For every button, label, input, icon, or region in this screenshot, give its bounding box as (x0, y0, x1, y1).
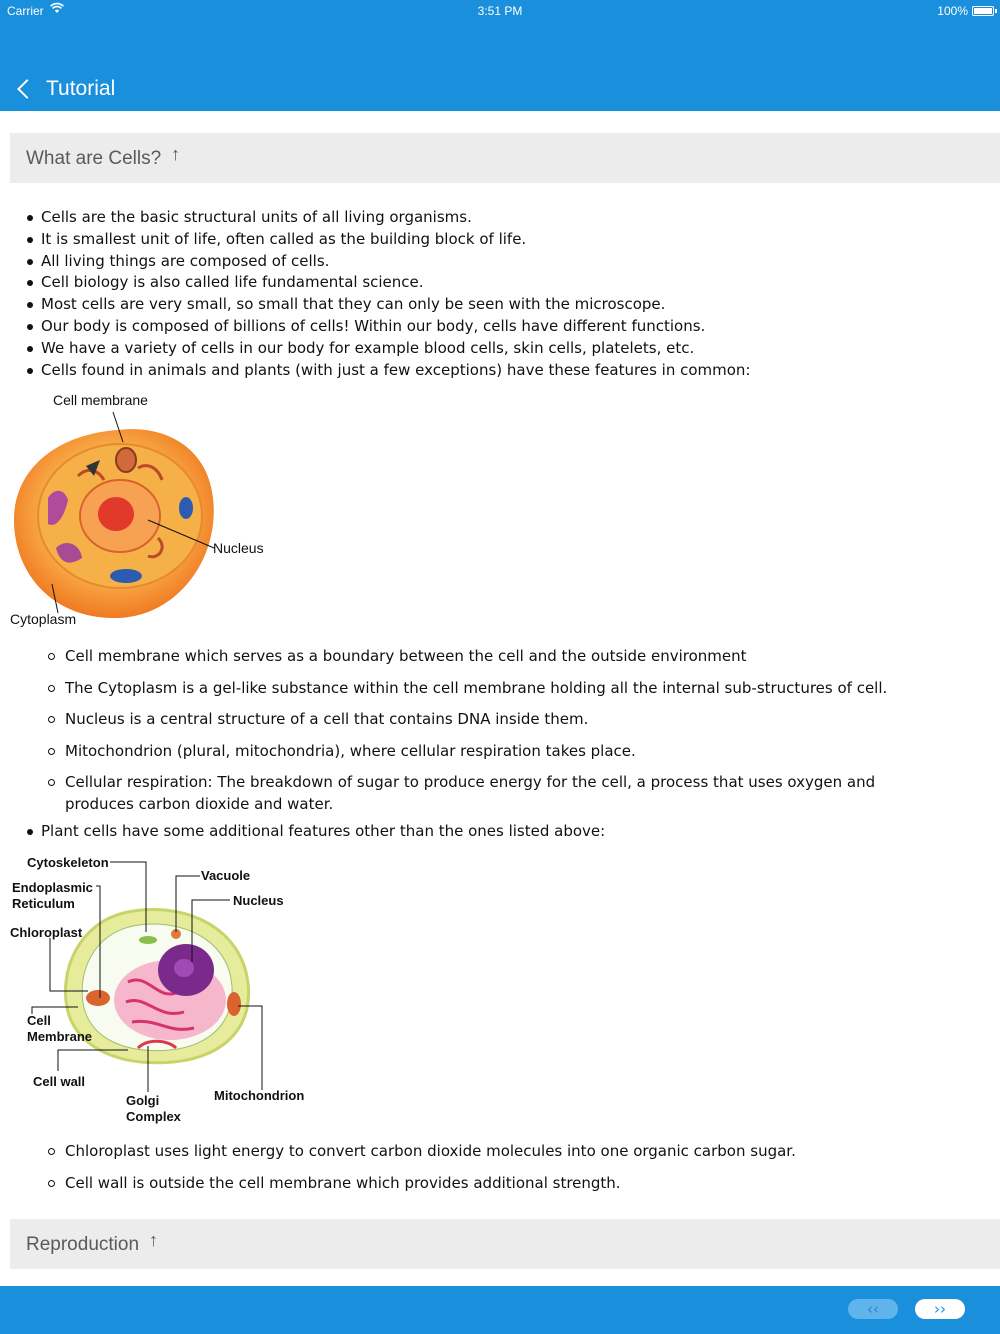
list-item: Cell membrane which serves as a boundary between the cell and the outside environment (48, 646, 948, 668)
chevron-left-icon (17, 79, 37, 99)
intro-bullet-list (24, 207, 984, 381)
list-item: Mitochondrion (plural, mitochondria), where cellular respiration takes place. (48, 741, 948, 763)
label-cytoskeleton: Cytoskeleton (27, 855, 109, 870)
list-item: Cell biology is also called life fundamental science. (24, 272, 984, 294)
bottom-toolbar (0, 1286, 1000, 1334)
battery-icon (972, 6, 994, 16)
list-item: All living things are composed of cells. (24, 251, 984, 273)
list-item: It is smallest unit of life, often called as the building block of life. (24, 229, 984, 251)
list-item: We have a variety of cells in our body for example blood cells, skin cells, platelets, etc. (24, 338, 984, 360)
section-header-reproduction[interactable] (10, 1219, 1000, 1269)
plant-cell-diagram (8, 852, 318, 1127)
list-item: Cellular respiration: The breakdown of sugar to produce energy for the cell, a process that uses oxygen and produces carbon dioxide and water. (48, 772, 948, 815)
back-button[interactable] (14, 74, 115, 104)
list-item: Nucleus is a central structure of a cell that contains DNA inside them. (48, 709, 948, 731)
list-item: Cells are the basic structural units of all living organisms. (24, 207, 984, 229)
label-golgi-line1: Golgi (126, 1093, 160, 1108)
arrow-up-icon: ↑ (171, 144, 181, 164)
label-chloroplast: Chloroplast (10, 925, 83, 940)
battery-percent: 100% (937, 4, 968, 18)
list-item: Plant cells have some additional features other than the ones listed above: (24, 821, 605, 843)
label-cytoplasm: Cytoplasm (10, 611, 77, 627)
label-er-line1: Endoplasmic (12, 880, 93, 895)
previous-page-button[interactable]: ‹‹ (848, 1299, 898, 1319)
list-item: Cell wall is outside the cell membrane which provides additional strength. (48, 1173, 948, 1195)
label-membrane-line2: Membrane (27, 1029, 93, 1044)
label-nucleus: Nucleus (213, 540, 264, 556)
status-bar (0, 0, 1000, 22)
list-item: Most cells are very small, so small that they can only be seen with the microscope. (24, 294, 984, 316)
next-page-button[interactable]: ›› (915, 1299, 965, 1319)
label-mitochondrion: Mitochondrion (214, 1088, 305, 1103)
list-item: Chloroplast uses light energy to convert carbon dioxide molecules into one organic carbon sugar. (48, 1141, 948, 1163)
carrier-label: Carrier (7, 4, 44, 18)
section-title: What are Cells? (26, 148, 162, 169)
animal-cell-illustration (8, 388, 288, 633)
section-title: Reproduction (26, 1234, 140, 1255)
label-nucleus: Nucleus (233, 893, 284, 908)
clock: 3:51 PM (477, 4, 523, 18)
animal-cell-diagram (8, 388, 288, 633)
list-item: The Cytoplasm is a gel-like substance within the cell membrane holding all the internal sub-structures of cell. (48, 678, 948, 700)
list-item: Cells found in animals and plants (with just a few exceptions) have these features in common: (24, 360, 984, 382)
label-er-line2: Reticulum (12, 896, 75, 911)
navigation-bar (0, 0, 1000, 111)
section-header-cells[interactable] (10, 133, 1000, 183)
feature-sub-list (48, 646, 948, 825)
label-golgi-line2: Complex (126, 1109, 181, 1124)
plant-feature-sub-list (48, 1141, 948, 1204)
label-cell-membrane: Cell membrane (53, 392, 148, 408)
label-cell-wall: Cell wall (33, 1074, 86, 1089)
label-membrane-line1: Cell (27, 1013, 51, 1028)
label-vacuole: Vacuole (201, 868, 251, 883)
back-label: Tutorial (46, 77, 116, 100)
arrow-up-icon: ↑ (149, 1230, 159, 1250)
battery-nub (995, 9, 997, 13)
list-item: Our body is composed of billions of cells! Within our body, cells have different functions. (24, 316, 984, 338)
